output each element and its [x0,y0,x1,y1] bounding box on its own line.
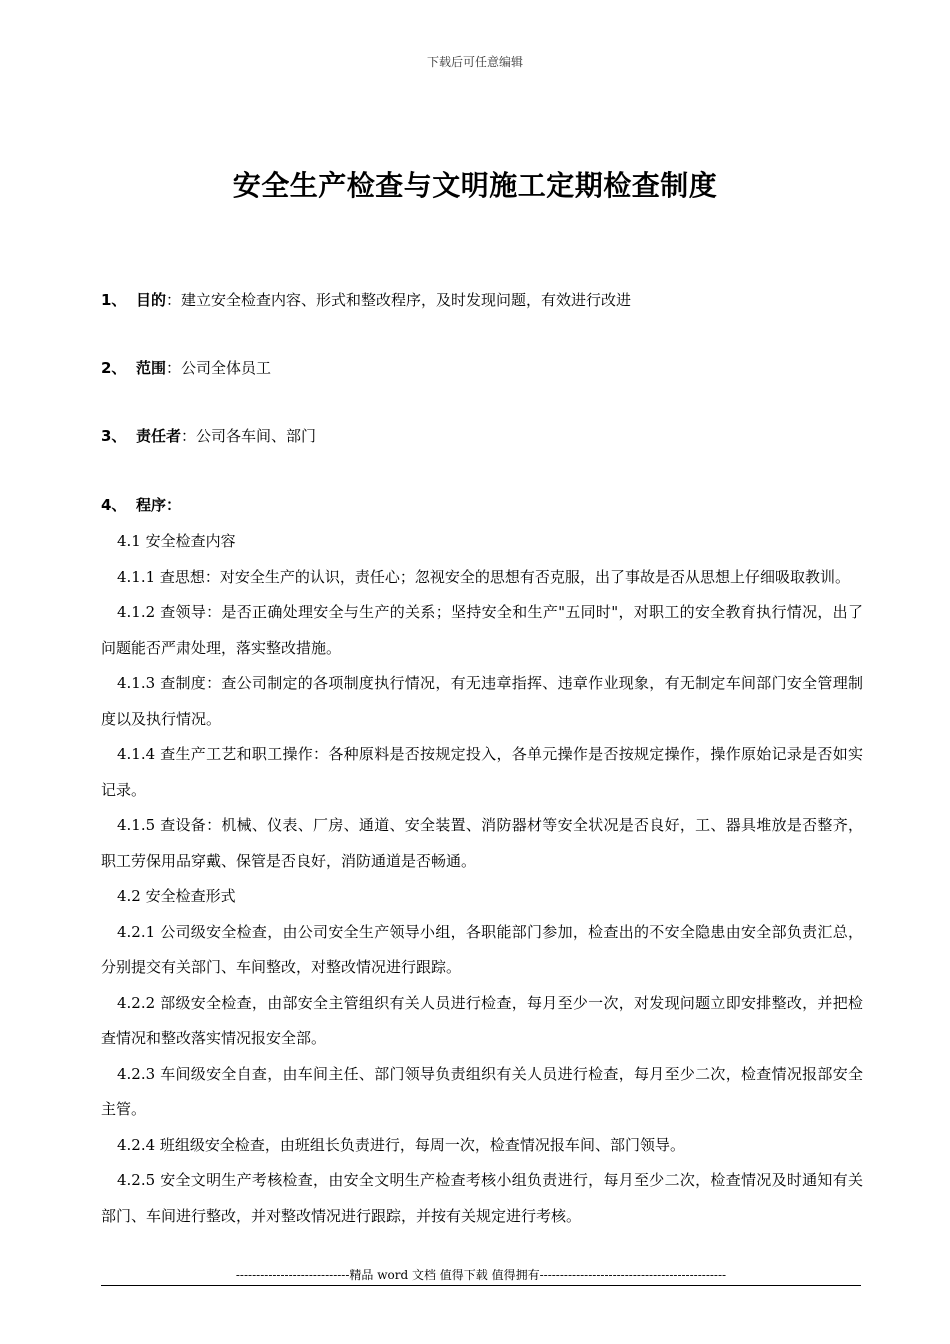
section-responsible [101,425,861,446]
section-procedure [101,494,861,515]
document-title: 安全生产检查与文明施工定期检查制度 [232,169,718,202]
section-label: 范围 [135,359,166,377]
section-label: 目的 [135,291,166,309]
section-text: 建立安全检查内容、形式和整改程序，及时发现问题，有效进行改进 [181,291,632,309]
section-purpose [101,289,861,310]
section-text: 公司全体员工 [181,359,272,377]
section-number: 1、 [101,291,127,309]
section-label: 责任者 [135,427,181,445]
page-header-note: 下载后可任意编辑 [426,55,523,69]
paragraph: 4.1.3 查制度：查公司制定的各项制度执行情况，有无违章指挥、违章作业现象，有无制定车间部门安全管理制度以及执行情况。 [101,674,863,728]
section-number: 4、 [101,496,127,514]
section-scope [101,357,861,378]
paragraph: 4.1.1 查思想：对安全生产的认识，责任心；忽视安全的思想有否克服，出了事故是否从思想上仔细吸取教训。 [117,567,850,586]
paragraph-subheading: 4.2 安全检查形式 [117,887,236,905]
section-label: 程序 [135,496,166,514]
section-colon: ： [166,291,182,309]
paragraph: 4.2.4 班组级安全检查，由班组长负责进行，每周一次，检查情况报车间、部门领导。 [117,1135,685,1154]
section-number: 3、 [101,427,127,445]
paragraph: 4.1.2 查领导：是否正确处理安全与生产的关系；坚持安全和生产"五同时"，对职工的安全教育执行情况，出了问题能否严肃处理，落实整改措施。 [101,603,863,657]
paragraph: 4.2.5 安全文明生产考核检查，由安全文明生产检查考核小组负责进行，每月至少二次，检查情况及时通知有关部门、车间进行整改，并对整改情况进行跟踪，并按有关规定进行考核。 [101,1171,863,1225]
page-footer: ----------------------------精品 word 文档 值得下载 值得拥有---------------------------------------------- [101,1266,861,1286]
procedure-body [101,524,863,1234]
section-colon: ： [181,427,197,445]
paragraph: 4.2.3 车间级安全自查，由车间主任、部门领导负责组织有关人员进行检查，每月至少二次，检查情况报部安全主管。 [101,1064,863,1118]
section-text: 公司各车间、部门 [196,427,317,445]
paragraph: 4.1.5 查设备：机械、仪表、厂房、通道、安全装置、消防器材等安全状况是否良好，工、器具堆放是否整齐，职工劳保用品穿戴、保管是否良好，消防通道是否畅通。 [101,816,863,870]
paragraph: 4.1.4 查生产工艺和职工操作：各种原料是否按规定投入，各单元操作是否按规定操作，操作原始记录是否如实记录。 [101,745,863,799]
section-colon: ： [166,359,182,377]
section-number: 2、 [101,359,127,377]
paragraph-subheading: 4.1 安全检查内容 [117,532,236,550]
paragraph: 4.2.2 部级安全检查，由部安全主管组织有关人员进行检查，每月至少一次，对发现问题立即安排整改，并把检查情况和整改落实情况报安全部。 [101,993,863,1047]
paragraph: 4.2.1 公司级安全检查，由公司安全生产领导小组，各职能部门参加，检查出的不安全隐患由安全部负责汇总，分别提交有关部门、车间整改，对整改情况进行跟踪。 [101,922,863,976]
section-colon: ： [166,496,182,514]
